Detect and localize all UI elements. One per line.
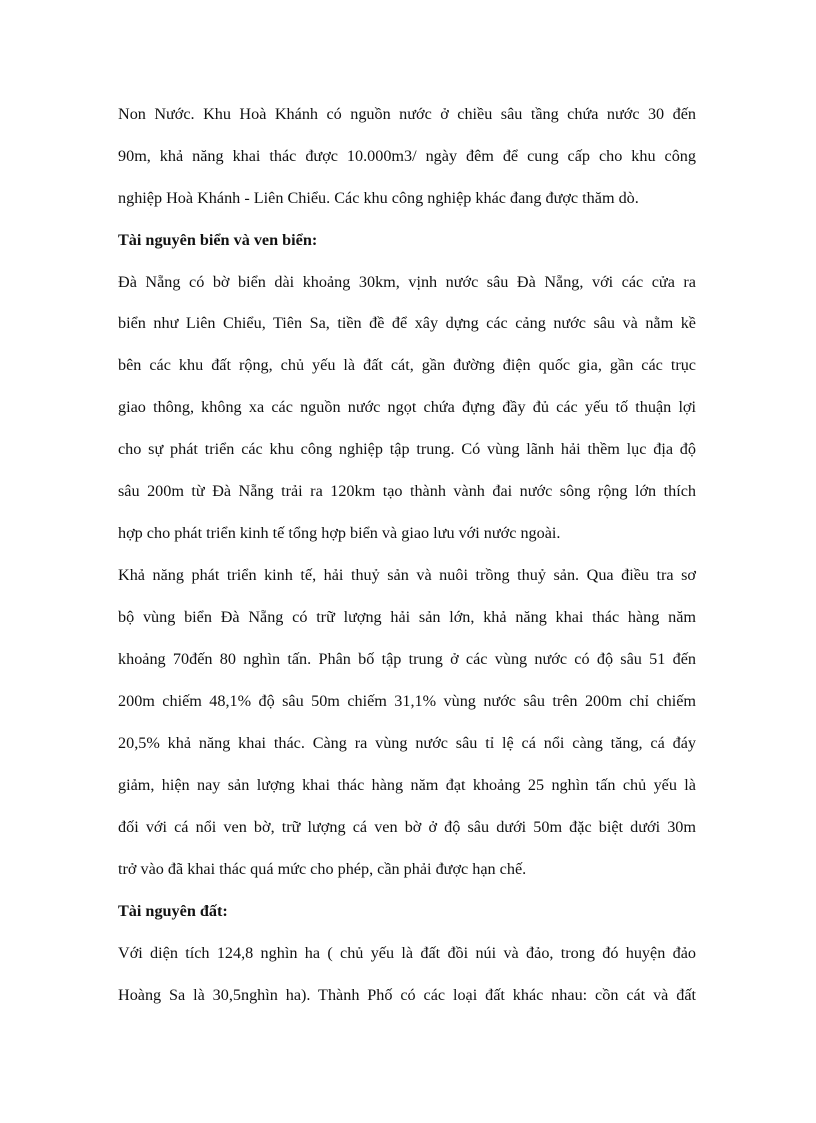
text-line: bộ vùng biển Đà Nẵng có trữ lượng hải sản lớn, khả năng khai thác hàng năm [118, 608, 696, 626]
text-line: Khả năng phát triển kinh tế, hải thuỷ sản và nuôi trồng thuỷ sản. Qua điều tra sơ [118, 566, 696, 584]
section-heading-dat: Tài nguyên đất: [118, 902, 228, 920]
text-line: trở vào đã khai thác quá mức cho phép, cần phải được hạn chế. [118, 860, 527, 878]
text-line: biển như Liên Chiểu, Tiên Sa, tiền đề để xây dựng các cảng nước sâu và nằm kề [118, 314, 696, 332]
text-line: 200m chiếm 48,1% độ sâu 50m chiếm 31,1% vùng nước sâu trên 200m chỉ chiếm [118, 692, 696, 710]
text-line: 90m, khả năng khai thác được 10.000m3/ ngày đêm để cung cấp cho khu công [118, 147, 696, 165]
text-line: 20,5% khả năng khai thác. Càng ra vùng nước sâu tỉ lệ cá nổi càng tăng, cá đáy [118, 734, 696, 752]
text-line: Đà Nẵng có bờ biển dài khoảng 30km, vịnh nước sâu Đà Nẵng, với các cửa ra [118, 273, 696, 291]
text-line: cho sự phát triển các khu công nghiệp tập trung. Có vùng lãnh hải thềm lục địa độ [118, 440, 696, 458]
text-line: giảm, hiện nay sản lượng khai thác hàng năm đạt khoảng 25 nghìn tấn chủ yếu là [118, 776, 696, 794]
text-line: đối với cá nổi ven bờ, trữ lượng cá ven bờ ở độ sâu dưới 50m đặc biệt dưới 30m [118, 818, 696, 836]
text-line: bên các khu đất rộng, chủ yếu là đất cát, gần đường điện quốc gia, gần các trục [118, 356, 696, 374]
text-line: nghiệp Hoà Khánh - Liên Chiểu. Các khu công nghiệp khác đang được thăm dò. [118, 189, 639, 207]
text-line: Non Nước. Khu Hoà Khánh có nguồn nước ở chiều sâu tầng chứa nước 30 đến [118, 105, 696, 123]
text-line: sâu 200m từ Đà Nẵng trải ra 120km tạo thành vành đai nước sông rộng lớn thích [118, 482, 696, 500]
text-line: khoảng 70đến 80 nghìn tấn. Phân bố tập trung ở các vùng nước có độ sâu 51 đến [118, 650, 696, 668]
text-line: hợp cho phát triển kinh tế tổng hợp biển và giao lưu với nước ngoài. [118, 524, 561, 542]
section-heading-bien: Tài nguyên biển và ven biển: [118, 231, 318, 249]
text-line: Hoàng Sa là 30,5nghìn ha). Thành Phố có các loại đất khác nhau: cồn cát và đất [118, 986, 696, 1004]
text-line: giao thông, không xa các nguồn nước ngọt chứa đựng đầy đủ các yếu tố thuận lợi [118, 398, 696, 416]
text-line: Với diện tích 124,8 nghìn ha ( chủ yếu là đất đồi núi và đảo, trong đó huyện đảo [118, 944, 696, 962]
